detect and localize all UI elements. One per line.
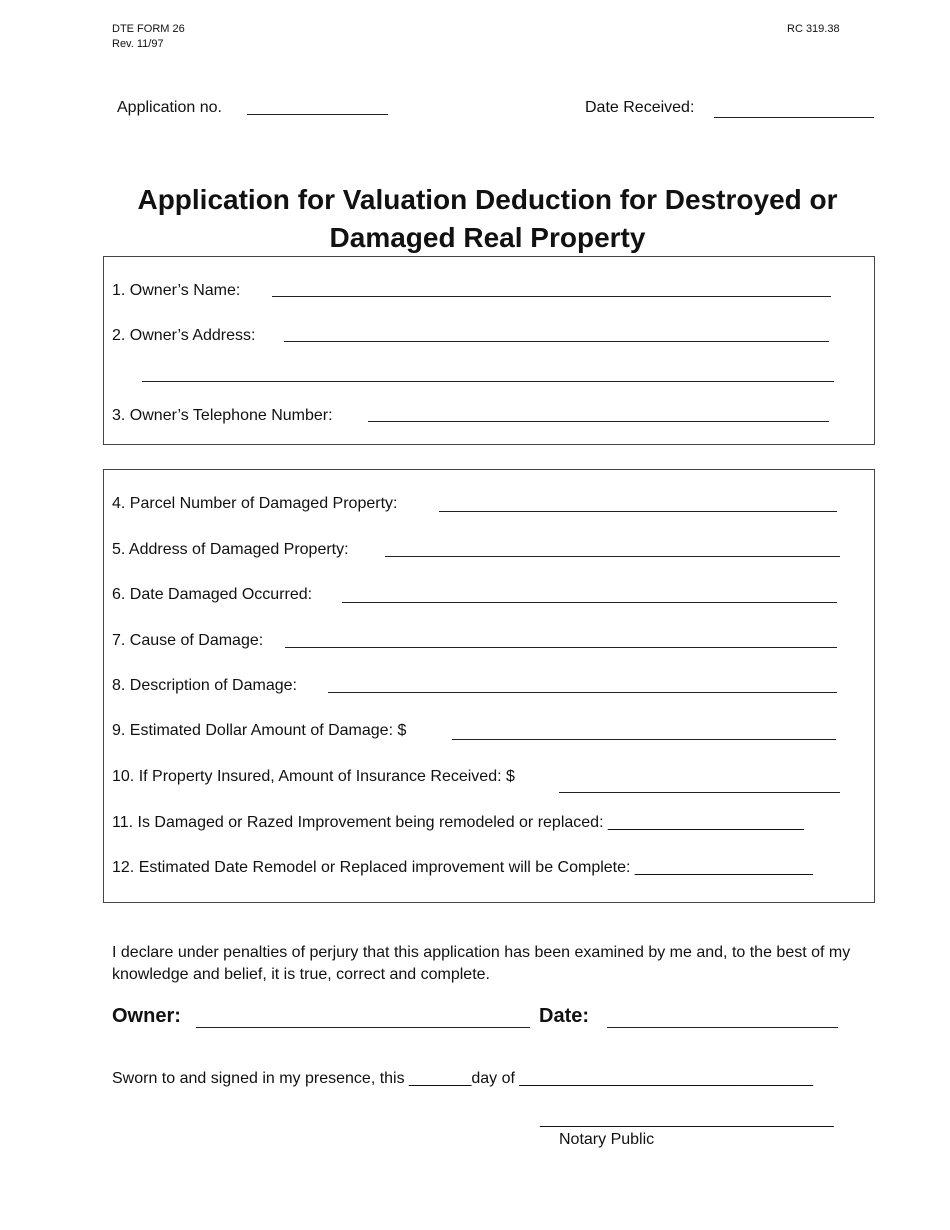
owner-signature-label: Owner:	[112, 1005, 181, 1027]
cause-of-damage-label: 7. Cause of Damage:	[112, 632, 264, 649]
cause-of-damage-field[interactable]	[285, 647, 837, 648]
statute-reference: RC 319.38	[787, 23, 840, 35]
owner-address-field[interactable]	[284, 341, 829, 342]
insurance-received-field[interactable]	[559, 792, 840, 793]
date-damage-occurred-label: 6. Date Damaged Occurred:	[112, 586, 313, 603]
owner-address-label: 2. Owner’s Address:	[112, 327, 256, 344]
signature-date-label: Date:	[539, 1005, 590, 1027]
owner-telephone-field[interactable]	[368, 421, 829, 422]
description-of-damage-label: 8. Description of Damage:	[112, 677, 297, 694]
damaged-property-address-label: 5. Address of Damaged Property:	[112, 541, 349, 558]
form-id: DTE FORM 26	[112, 23, 185, 35]
date-damage-occurred-field[interactable]	[342, 602, 837, 603]
date-received-label: Date Received:	[585, 99, 695, 116]
owner-signature-field[interactable]	[196, 1027, 530, 1028]
estimated-damage-amount-field[interactable]	[452, 739, 836, 740]
form-revision: Rev. 11/97	[112, 38, 164, 50]
application-no-label: Application no.	[117, 99, 222, 116]
parcel-number-field[interactable]	[439, 511, 837, 512]
notary-public-label: Notary Public	[559, 1131, 655, 1148]
owner-telephone-label: 3. Owner’s Telephone Number:	[112, 407, 333, 424]
sworn-statement: Sworn to and signed in my presence, this _______day of _________________________________	[112, 1070, 814, 1087]
notary-signature-line[interactable]: _________________________________	[540, 1111, 834, 1128]
signature-date-field[interactable]	[607, 1027, 838, 1028]
title-line-2: Damaged Real Property	[329, 222, 646, 253]
remodel-status-label: 11. Is Damaged or Razed Improvement being remodeled or replaced: ______________________	[112, 814, 804, 831]
perjury-declaration: I declare under penalties of perjury that this application has been examined by me and, to the best of my knowledge and belief, it is true, correct and complete.	[112, 944, 851, 983]
owner-address-field-line-2[interactable]	[142, 381, 834, 382]
owner-name-field[interactable]	[272, 296, 831, 297]
estimated-damage-amount-label: 9. Estimated Dollar Amount of Damage: $	[112, 722, 407, 739]
damaged-property-address-field[interactable]	[385, 556, 840, 557]
page-title	[100, 181, 875, 257]
estimated-completion-label: 12. Estimated Date Remodel or Replaced improvement will be Complete: ____________________	[112, 859, 813, 876]
date-received-field[interactable]	[714, 117, 874, 118]
description-of-damage-field[interactable]	[328, 692, 837, 693]
title-line-1: Application for Valuation Deduction for Destroyed or	[137, 184, 838, 215]
parcel-number-label: 4. Parcel Number of Damaged Property:	[112, 495, 398, 512]
insurance-received-label: 10. If Property Insured, Amount of Insurance Received: $	[112, 768, 515, 785]
owner-name-label: 1. Owner’s Name:	[112, 282, 241, 299]
application-no-field[interactable]	[247, 114, 388, 115]
